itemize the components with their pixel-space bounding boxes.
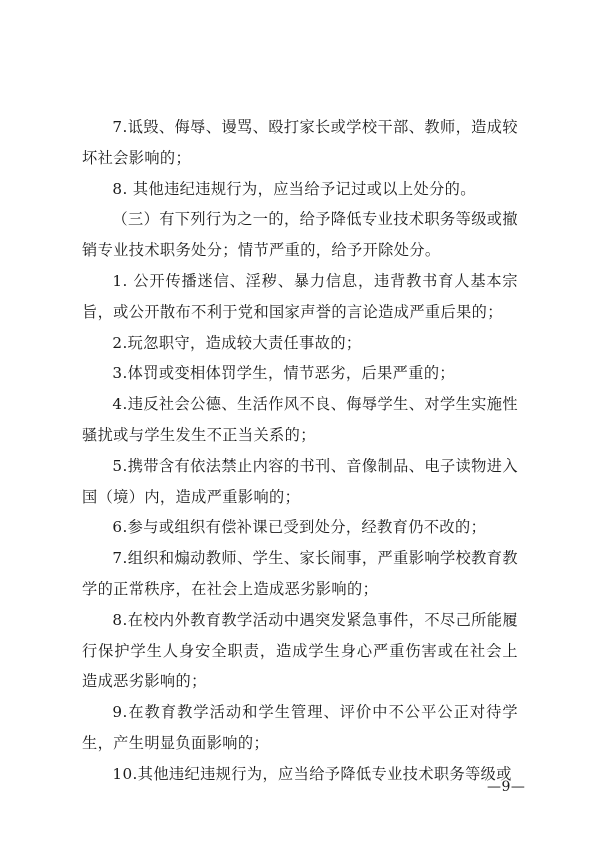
paragraph-item-8-student-safety: 8.在校内外教育教学活动中遇突发紧急事件，不尽己所能履行保护学生人身安全职责，造成学生身心严重伤害或在社会上造成恶劣影响的；	[82, 610, 518, 691]
section-heading-three: （三）有下列行为之一的，给予降低专业技术职务等级或撤销专业技术职务处分；情节严重的，给予开除处分。	[82, 210, 518, 260]
paragraph-item-1-superstition: 1. 公开传播迷信、淫秽、暴力信息，违背教书育人基本宗旨，或公开散布不利于党和国家声誉的言论造成严重后果的；	[82, 271, 518, 321]
paragraph-item-7-defamation: 7.诋毁、侮辱、谩骂、殴打家长或学校干部、教师，造成较坏社会影响的；	[82, 118, 518, 167]
paragraph-item-2-dereliction: 2.玩忽职守，造成较大责任事故的；	[112, 333, 362, 352]
paragraph-item-10-other-violations: 10.其他违纪违规行为，应当给予降低专业技术职务等级或	[112, 764, 512, 783]
page-number: —9—	[487, 779, 526, 795]
paragraph-item-9-unfair-treatment: 9.在教育教学活动和学生管理、评价中不公平公正对待学生，产生明显负面影响的；	[82, 703, 518, 752]
paragraph-item-4-social-morality: 4.违反社会公德、生活作风不良、侮辱学生、对学生实施性骚扰或与学生发生不正当关系的；	[82, 395, 518, 444]
paragraph-item-3-corporal-punishment: 3.体罚或变相体罚学生，情节恶劣，后果严重的；	[112, 364, 456, 383]
document-body	[82, 112, 518, 790]
paragraph-item-5-prohibited-materials: 5.携带含有依法禁止内容的书刊、音像制品、电子读物进入国（境）内，造成严重影响的；	[82, 456, 518, 506]
paragraph-item-7-incitement: 7.组织和煽动教师、学生、家长闹事，严重影响学校教育教学的正常秩序，在社会上造成恶劣影响的；	[82, 549, 518, 598]
paragraph-item-6-paid-tutoring: 6.参与或组织有偿补课已受到处分，经教育仍不改的；	[112, 518, 487, 537]
paragraph-item-8-other-violations: 8. 其他违纪违规行为，应当给予记过或以上处分的。	[112, 179, 476, 198]
